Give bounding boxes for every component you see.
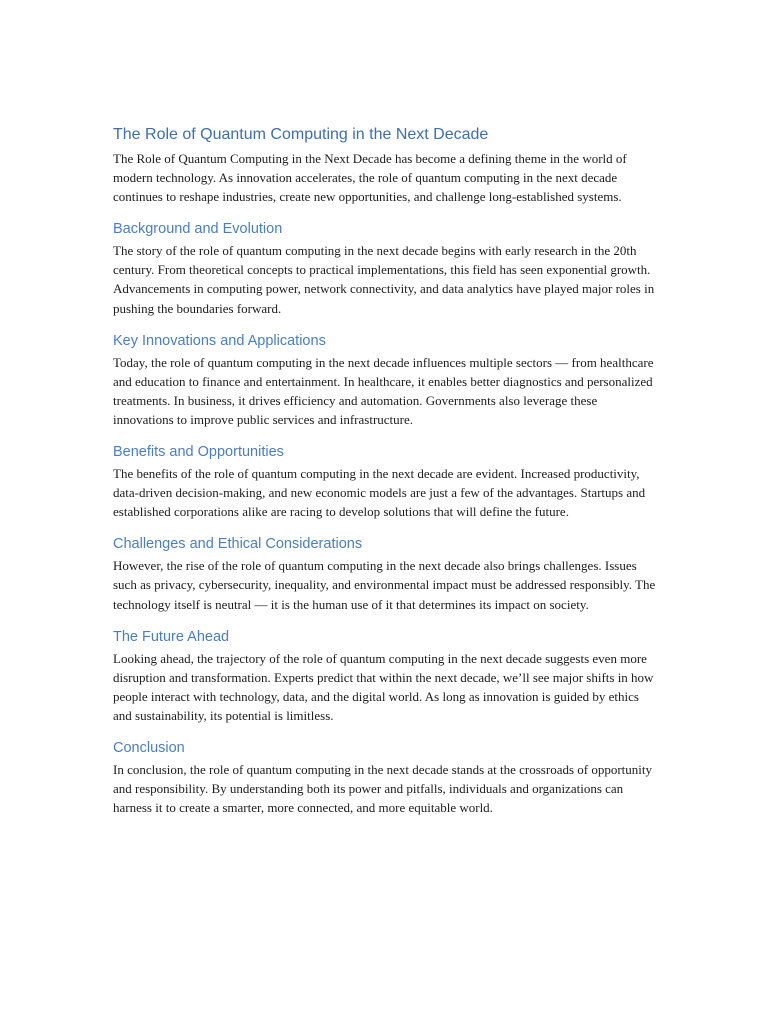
document-page — [113, 124, 658, 817]
section-heading: Key Innovations and Applications — [113, 332, 326, 349]
section-paragraph: However, the rise of the role of quantum computing in the next decade also brings challenges. Issues such as privacy, cybersecurity, inequality, and environmental impact must be addressed responsibly. The technology itself is neutral — it is the human use of it that determines its impact on society. — [113, 558, 656, 612]
document-title: The Role of Quantum Computing in the Next Decade — [113, 126, 489, 143]
section-conclusion — [113, 738, 658, 817]
section-benefits — [113, 442, 658, 521]
section-paragraph: Today, the role of quantum computing in the next decade influences multiple sectors — from healthcare and education to finance and entertainment. In healthcare, it enables better diagnostics and personalized treatments. In business, it drives efficiency and automation. Governments also leverage these innovations to improve public services and infrastructure. — [113, 354, 654, 427]
section-heading: Benefits and Opportunities — [113, 444, 284, 461]
section-background-and-evolution — [113, 219, 658, 317]
section-paragraph: The story of the role of quantum computing in the next decade begins with early research in the 20th century. From theoretical concepts to practical implementations, this field has seen exponential growth. Advancements in computing power, network connectivity, and data analytics have played major roles in pushing the boundaries forward. — [113, 243, 655, 316]
section-key-innovations — [113, 331, 658, 429]
section-heading: Conclusion — [113, 739, 185, 756]
section-future-ahead — [113, 627, 658, 725]
section-paragraph: In conclusion, the role of quantum computing in the next decade stands at the crossroads of opportunity and responsibility. By understanding both its power and pitfalls, individuals and organizations can harness it to create a smarter, more connected, and more equitable world. — [113, 761, 653, 816]
section-heading: Background and Evolution — [113, 221, 283, 238]
section-heading: The Future Ahead — [113, 628, 230, 645]
section-challenges — [113, 534, 658, 613]
section-paragraph: The benefits of the role of quantum computing in the next decade are evident. Increased productivity, data-driven decision-making, and new economic models are just a few of the advantages. Startups and established corporations alike are racing to develop solutions that will define the future. — [113, 466, 646, 520]
section-heading: Challenges and Ethical Considerations — [113, 536, 363, 553]
section-paragraph: Looking ahead, the trajectory of the role of quantum computing in the next decade suggests even more disruption and transformation. Experts predict that within the next decade, we’ll see major shifts in how people interact with technology, data, and the digital world. As long as innovation is guided by ethics and sustainability, its potential is limitless. — [113, 650, 654, 723]
intro-paragraph: The Role of Quantum Computing in the Next Decade has become a defining theme in the world of modern technology. As innovation accelerates, the role of quantum computing in the next decade continues to reshape industries, create new opportunities, and challenge long-established systems. — [113, 151, 627, 205]
